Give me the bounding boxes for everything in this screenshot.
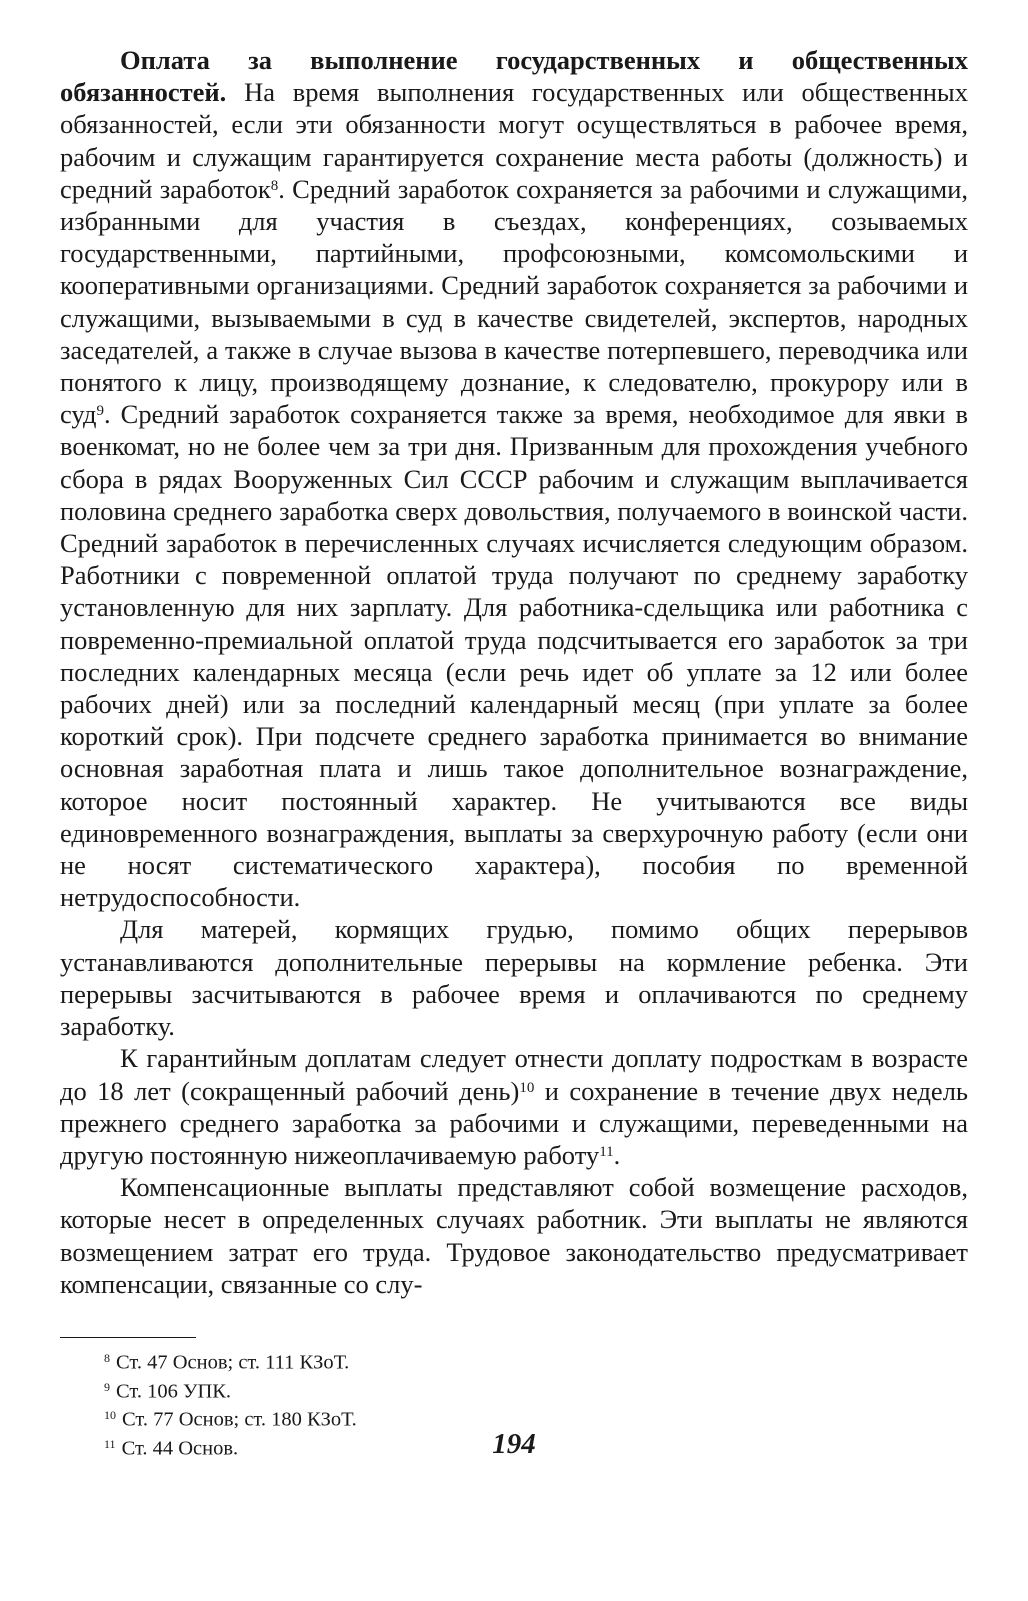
footnote-ref: 8 [270, 177, 279, 194]
footnote-text: Ст. 47 Основ; ст. 111 КЗоТ. [116, 1351, 350, 1374]
paragraph-text: На время выполнения государственных или общественных обязанностей, если эти обязанности могут осуществляться в рабочее время, рабочим и служащим гарантируется сохранение места работы (должность) и средний заработок [60, 77, 968, 204]
footnote-ref: 11 [599, 1143, 614, 1160]
footnote-number: 9 [104, 1379, 110, 1394]
footnote [104, 1375, 804, 1404]
footnote-number: 11 [104, 1436, 116, 1451]
paragraph-text: и сохранение в течение двух недель прежнего среднего заработка за рабочими и служащими, переведенными на другую постоянную нижеоплачиваемую работу [60, 1075, 968, 1170]
paragraph-text: . Средний заработок сохраняется также за время, необходимое для явки в военкомат, но не более чем за три дня. Призванным для прохождения учебного сбора в рядах Вооруженных Сил СССР рабочим и служащим выплачивается половина среднего заработка сверх довольствия, получаемого в воинской части. Средний заработок в перечисленных случаях исчисляется следующим образом. Работники с повременной оплатой труда получают по среднему заработку установленную для них зарплату. Для работника-сдельщика или работника с повременно-премиальной оплатой труда подсчитывается его заработок за три последних календарных месяца (если речь идет об уплате за 12 или более рабочих дней) или за последний календарный месяц (при уплате за более короткий срок). При подсчете среднего заработка принимается во внимание основная заработная плата и лишь такое дополнительное вознаграждение, которое носит постоянный характер. Не учитываются все виды единовременного вознаграждения, выплаты за сверхурочную работу (если они не носят систематического характера), пособия по временной нетрудоспособности. [60, 399, 968, 913]
paragraph-guarantee-payments [60, 1042, 968, 1171]
paragraph-nursing-mothers: Для матерей, кормящих грудью, помимо общих перерывов устанавливаются дополнительные перерывы на кормление ребенка. Эти перерывы засчитываются в рабочее время и оплачиваются по среднему заработку. [60, 914, 968, 1042]
footnote-text: Ст. 77 Основ; ст. 180 КЗоТ. [122, 1408, 357, 1431]
footnote-number: 10 [104, 1408, 116, 1423]
footnote-ref: 10 [519, 1079, 535, 1096]
paragraph-state-duties [60, 44, 968, 913]
paragraph-text: . Средний заработок сохраняется за рабочими и служащими, избранными для участия в съездах, конференциях, созываемых государственными, партийными, профсоюзными, комсомольскими и кооперативными организациями. Средний заработок сохраняется за рабочими и служащими, вызываемыми в суд в качестве свидетелей, экспертов, народных заседателей, а также в случае вызова в качестве потерпевшего, переводчика или понятого к лицу, производящему дознание, к следователю, прокурору или в суд [60, 173, 968, 430]
paragraph-text: К гарантийным доплатам следует отнести доплату подросткам в возрасте до 18 лет (сокращенный рабочий день) [60, 1043, 968, 1106]
footnote-divider [60, 1337, 196, 1338]
paragraph-text: . [613, 1139, 621, 1170]
footnote-number: 8 [104, 1351, 110, 1365]
footnote [104, 1346, 804, 1375]
paragraph-compensation: Компенсационные выплаты представляют собой возмещение расходов, которые несет в определенных случаях работник. Эти выплаты не являются возмещением затрат его труда. Трудовое законодательство предусматривает компенсации, связанные со слу- [60, 1172, 968, 1299]
footnote-text: Ст. 44 Основ. [121, 1437, 239, 1460]
page-number: 194 [492, 1428, 536, 1460]
footnote-ref: 9 [96, 402, 104, 419]
footnote-text: Ст. 106 УПК. [116, 1380, 232, 1403]
main-text [60, 44, 968, 1300]
paragraph-heading: Оплата за выполнение государственных и общественных обязанностей. [60, 45, 968, 108]
